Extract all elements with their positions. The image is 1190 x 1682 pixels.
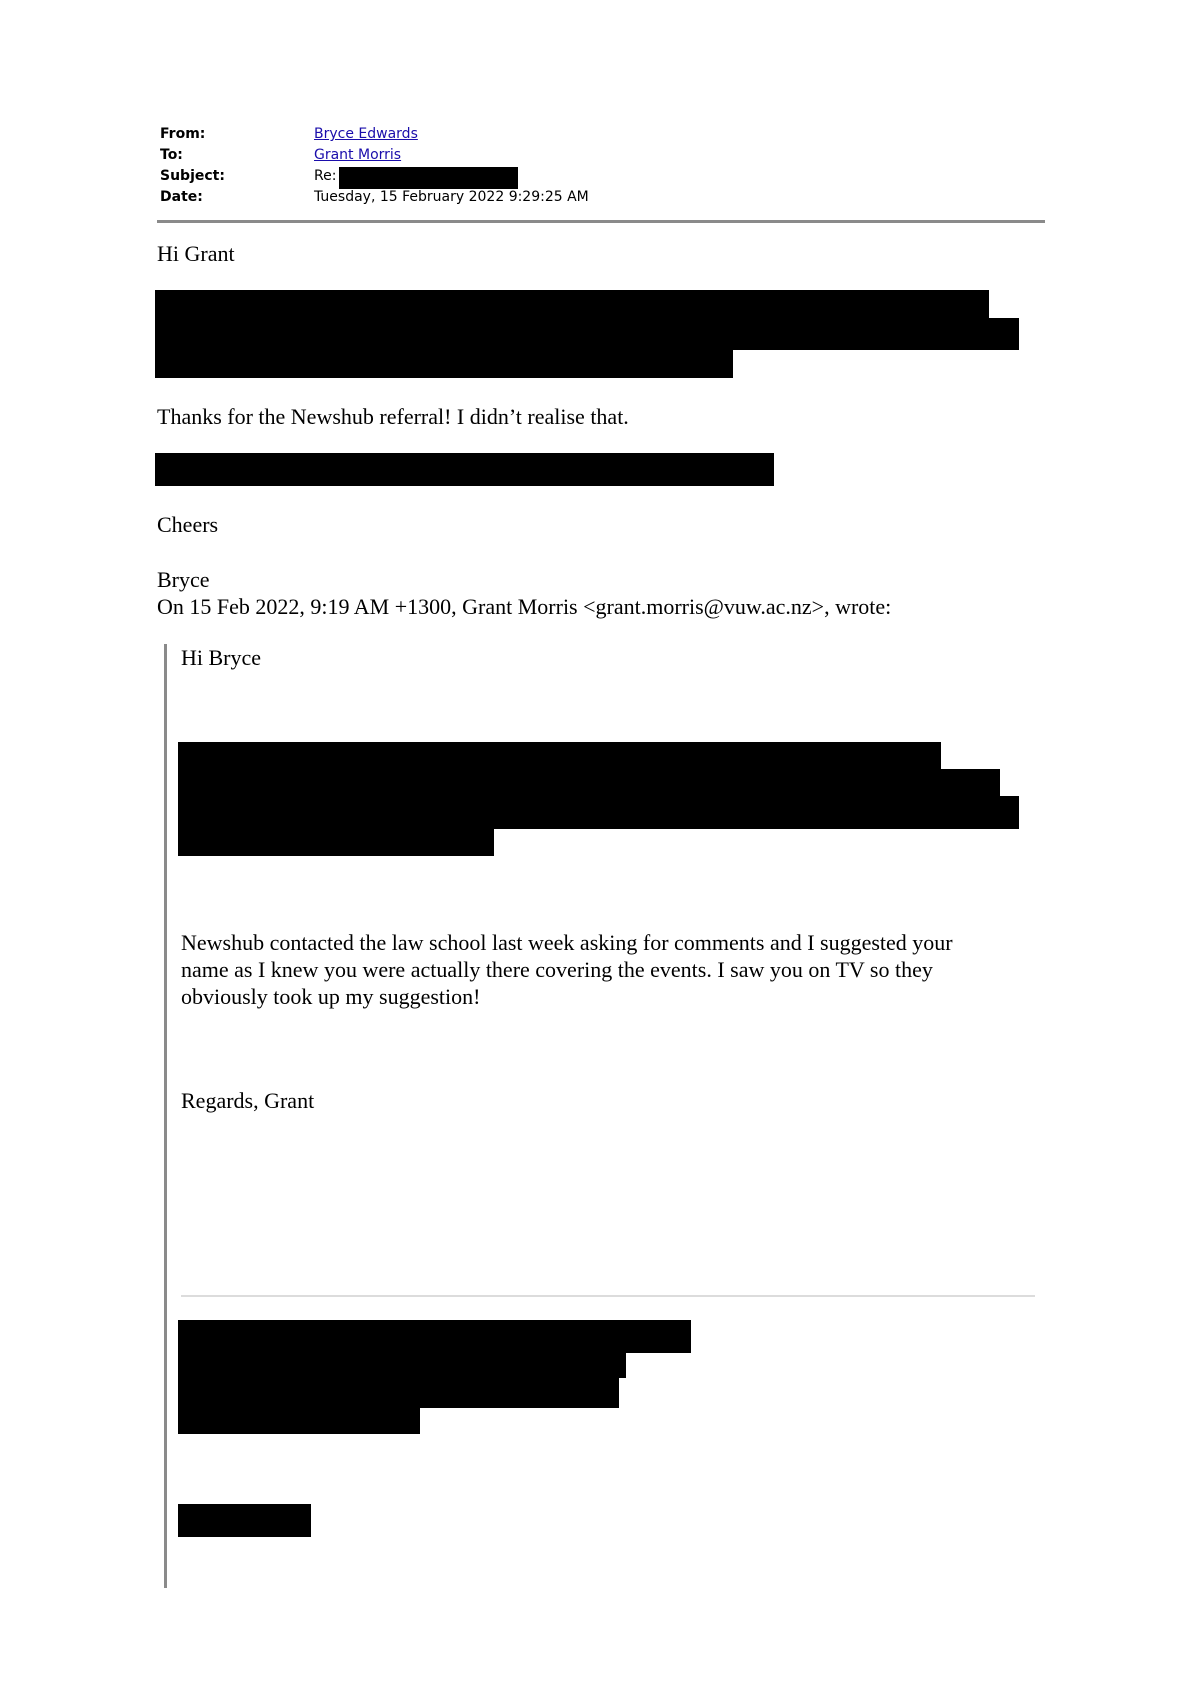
redaction-block (155, 318, 1019, 350)
redaction-block (178, 1320, 691, 1353)
redaction-block (178, 1504, 311, 1537)
redaction-block (155, 453, 774, 486)
reply-closing: Cheers (157, 512, 219, 537)
from-label: From: (160, 126, 206, 142)
redaction-block (178, 829, 494, 856)
redaction-block (155, 350, 733, 378)
redaction-block (178, 796, 1019, 829)
quoted-signoff: Regards, Grant (181, 1088, 315, 1113)
redaction-block (178, 769, 1000, 796)
subject-label: Subject: (160, 168, 225, 184)
from-link[interactable]: Bryce Edwards (314, 126, 418, 142)
reply-greeting: Hi Grant (157, 241, 235, 266)
quote-intro-line: On 15 Feb 2022, 9:19 AM +1300, Grant Morris <grant.morris@vuw.ac.nz>, wrote: (157, 594, 892, 619)
subject-value: Re: (314, 168, 337, 184)
to-label: To: (160, 147, 183, 163)
quoted-body-line: obviously took up my suggestion! (181, 984, 481, 1009)
redaction-subject (339, 167, 518, 189)
reply-signature: Bryce (157, 567, 210, 592)
date-label: Date: (160, 189, 203, 205)
quote-bar (164, 644, 167, 1588)
quoted-body-line: name as I knew you were actually there covering the events. I saw you on TV so they (181, 957, 933, 982)
redaction-block (178, 1353, 626, 1378)
quoted-body-line: Newshub contacted the law school last week asking for comments and I suggested your (181, 930, 953, 955)
quoted-greeting: Hi Bryce (181, 645, 262, 670)
reply-thanks-line: Thanks for the Newshub referral! I didn’t realise that. (157, 404, 629, 429)
redaction-block (178, 1408, 420, 1434)
date-value: Tuesday, 15 February 2022 9:29:25 AM (314, 189, 589, 205)
to-link[interactable]: Grant Morris (314, 147, 402, 163)
signature-divider (181, 1295, 1035, 1297)
redaction-block (155, 290, 989, 318)
redaction-block (178, 1378, 619, 1408)
redaction-block (178, 742, 941, 769)
header-divider (157, 220, 1045, 223)
